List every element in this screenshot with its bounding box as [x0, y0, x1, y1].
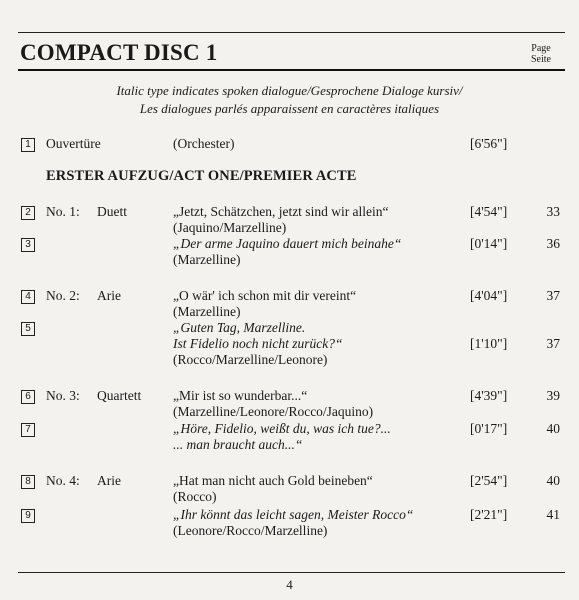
track-page: 36	[546, 236, 560, 251]
track-line: (Marzelline)	[173, 252, 241, 267]
track-page: 37	[546, 336, 560, 351]
track-line: (Leonore/Rocco/Marzelline)	[173, 523, 328, 538]
page-column-label	[521, 43, 561, 65]
disc-title: COMPACT DISC 1	[20, 40, 218, 65]
track-line: „Ihr könnt das leicht sagen, Meister Rocco“	[173, 507, 414, 522]
track-duration: [1'10"]	[470, 336, 508, 351]
page-label: Page	[531, 43, 551, 54]
track-duration: [4'39"]	[470, 388, 508, 403]
track-number-box: 4	[21, 290, 35, 304]
legend-line-2: Les dialogues parlés apparaissent en caractères italiques	[139, 101, 440, 116]
track-number-label: No. 3:	[46, 388, 80, 403]
track-number-box: 7	[21, 423, 35, 437]
track-page: 40	[546, 473, 560, 488]
track-line: „Höre, Fidelio, weißt du, was ich tue?...	[173, 421, 391, 436]
track-type: Arie	[97, 288, 121, 303]
track-line: Ist Fidelio noch nicht zurück?“	[173, 336, 343, 351]
bottom-rule	[18, 572, 565, 573]
track-type: Duett	[97, 204, 127, 219]
track-number-label: No. 4:	[46, 473, 80, 488]
track-line: „Mir ist so wunderbar...“	[173, 388, 308, 403]
track-type: Arie	[97, 473, 121, 488]
track-line: „Jetzt, Schätzchen, jetzt sind wir allein“	[173, 204, 389, 219]
track-number-label: Ouvertüre	[46, 136, 101, 151]
legend	[40, 82, 539, 118]
track-line: (Marzelline)	[173, 304, 241, 319]
track-line: (Marzelline/Leonore/Rocco/Jaquino)	[173, 404, 374, 419]
track-duration: [0'17"]	[470, 421, 508, 436]
track-type: Quartett	[97, 388, 142, 403]
track-number-box: 9	[21, 509, 35, 523]
act-heading: ERSTER AUFZUG/ACT ONE/PREMIER ACTE	[46, 168, 357, 184]
header-rule	[18, 69, 565, 71]
track-line: (Orchester)	[173, 136, 235, 151]
track-number-box: 3	[21, 238, 35, 252]
track-line: (Rocco)	[173, 489, 217, 504]
track-line: „O wär' ich schon mit dir vereint“	[173, 288, 357, 303]
track-page: 37	[546, 288, 560, 303]
track-line: „Der arme Jaquino dauert mich beinahe“	[173, 236, 402, 251]
track-line: (Rocco/Marzelline/Leonore)	[173, 352, 328, 367]
track-line: ... man braucht auch...“	[173, 437, 303, 452]
page-number: 4	[286, 577, 293, 592]
track-number-box: 6	[21, 390, 35, 404]
track-number-label: No. 1:	[46, 204, 80, 219]
seite-label: Seite	[531, 54, 551, 65]
track-duration: [4'04"]	[470, 288, 508, 303]
track-number-box: 8	[21, 475, 35, 489]
legend-line-1: Italic type indicates spoken dialogue/Gesprochene Dialoge kursiv/	[116, 83, 463, 98]
track-line: „Hat man nicht auch Gold beineben“	[173, 473, 373, 488]
track-number-box: 1	[21, 138, 35, 152]
track-page: 41	[546, 507, 560, 522]
top-rule	[18, 32, 565, 33]
track-number-box: 5	[21, 322, 35, 336]
track-duration: [0'14"]	[470, 236, 508, 251]
track-duration: [2'54"]	[470, 473, 508, 488]
track-number-box: 2	[21, 206, 35, 220]
track-page: 33	[546, 204, 560, 219]
track-number-label: No. 2:	[46, 288, 80, 303]
track-duration: [6'56"]	[470, 136, 508, 151]
track-duration: [4'54"]	[470, 204, 508, 219]
track-line: „Guten Tag, Marzelline.	[173, 320, 306, 335]
track-page: 39	[546, 388, 560, 403]
track-page: 40	[546, 421, 560, 436]
track-duration: [2'21"]	[470, 507, 508, 522]
track-line: (Jaquino/Marzelline)	[173, 220, 287, 235]
